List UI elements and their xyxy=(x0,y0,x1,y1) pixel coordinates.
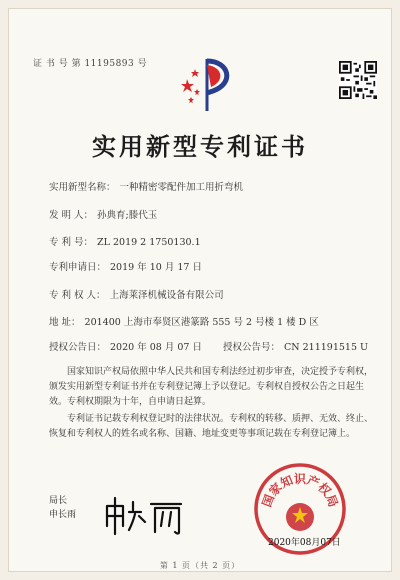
field-value: 2020 年 08 月 07 日 xyxy=(110,342,202,353)
field-label: 地 址： xyxy=(49,317,81,328)
field-label: 授权公告号： xyxy=(223,342,281,353)
field-label: 专 利 权 人： xyxy=(49,290,106,301)
seal-text: 国家知识产权局 xyxy=(259,472,341,509)
field-utility-name xyxy=(49,179,243,193)
director-title: 局长 xyxy=(49,496,68,506)
field-label: 专利申请日： xyxy=(49,262,107,273)
seal-date: 2020年08月07日 xyxy=(268,538,341,548)
field-value: ZL 2019 2 1750130.1 xyxy=(97,237,201,248)
director-signature xyxy=(99,492,189,538)
field-application-date xyxy=(49,259,202,273)
field-address xyxy=(49,314,319,328)
field-value: 一种精密零配件加工用折弯机 xyxy=(119,182,244,193)
certificate-title: 实用新型专利证书 xyxy=(92,132,308,161)
body-paragraph: 专利证书记载专利权登记时的法律状况。专利权的转移、质押、无效、终止、恢复和专利权人的姓名或名称、国籍、地址变更等事项记载在专利登记簿上。 xyxy=(49,414,374,439)
field-label: 授权公告日： xyxy=(49,342,107,353)
certificate-number: 证 书 号 第 11195893 号 xyxy=(33,59,148,69)
field-value: CN 211191515 U xyxy=(284,342,369,353)
patent-emblem-icon xyxy=(173,53,237,117)
page-footer: 第 1 页（共 2 页） xyxy=(159,561,241,570)
director-name: 申长雨 xyxy=(49,510,77,520)
field-value: 2019 年 10 月 17 日 xyxy=(110,262,202,273)
body-paragraph: 国家知识产权局依照中华人民共和国专利法经过初步审查，决定授予专利权，颁发实用新型专利证书并在专利登记簿上予以登记。专利权自授权公告之日起生效。专利权期限为十年，自申请日起算。 xyxy=(49,367,374,407)
field-value: 上海莱泽机械设备有限公司 xyxy=(109,290,224,301)
field-value: 孙典育;滕代玉 xyxy=(97,210,158,221)
qr-code-icon xyxy=(339,61,377,99)
field-inventors xyxy=(49,207,157,221)
field-label: 发 明 人： xyxy=(49,210,94,221)
field-label: 实用新型名称： xyxy=(49,182,116,193)
field-authorization xyxy=(49,339,368,353)
field-value: 201400 上海市奉贤区港篆路 555 号 2 号楼 1 楼 D 区 xyxy=(84,317,319,328)
field-label: 专 利 号： xyxy=(49,237,94,248)
field-patent-number xyxy=(49,234,201,248)
certificate-body xyxy=(49,365,374,442)
certificate-page xyxy=(8,8,392,572)
field-patentee xyxy=(49,287,224,301)
